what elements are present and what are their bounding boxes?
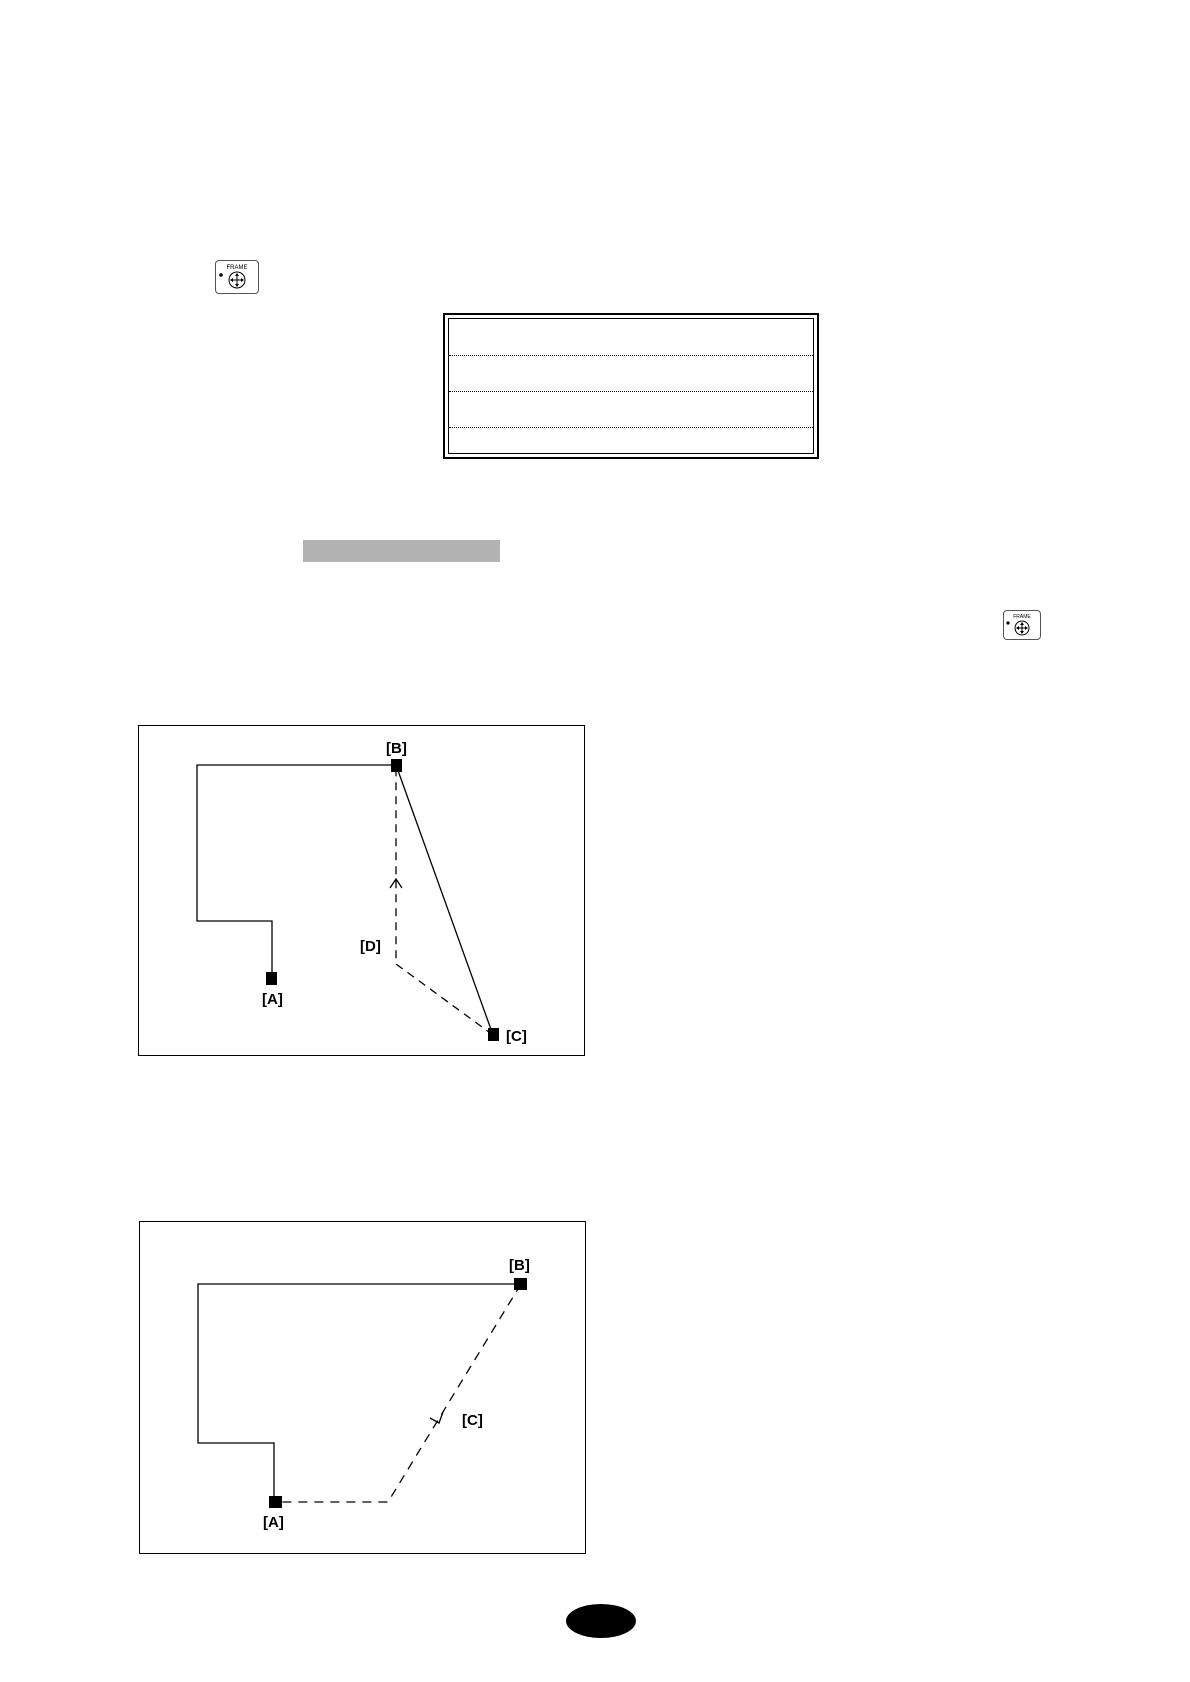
label-c: [C]	[462, 1412, 483, 1429]
label-b: [B]	[509, 1257, 530, 1274]
page-number-badge	[566, 1604, 636, 1638]
frame-path-diagram-2	[139, 1221, 587, 1560]
diagram-border	[139, 726, 585, 1056]
highlight-bar	[303, 540, 500, 562]
info-row	[449, 391, 813, 428]
frame-key-icon	[1003, 610, 1041, 640]
label-d: [D]	[360, 938, 381, 955]
frame-path-diagram-1	[138, 725, 586, 1062]
point-c-marker	[488, 1028, 499, 1041]
frame-key-label: FRAME	[226, 265, 248, 271]
point-a-marker	[269, 1496, 282, 1508]
point-b-marker	[514, 1278, 527, 1290]
label-a: [A]	[263, 1514, 284, 1531]
info-row	[449, 427, 813, 463]
info-row	[449, 355, 813, 392]
label-b: [B]	[386, 740, 407, 757]
label-a: [A]	[262, 991, 283, 1008]
info-table	[443, 313, 819, 459]
point-a-marker	[266, 972, 277, 985]
frame-key-label: FRAME	[1013, 614, 1031, 620]
frame-key-icon	[215, 260, 259, 294]
label-c: [C]	[506, 1028, 527, 1045]
info-row	[449, 319, 813, 356]
point-b-marker	[391, 759, 402, 772]
